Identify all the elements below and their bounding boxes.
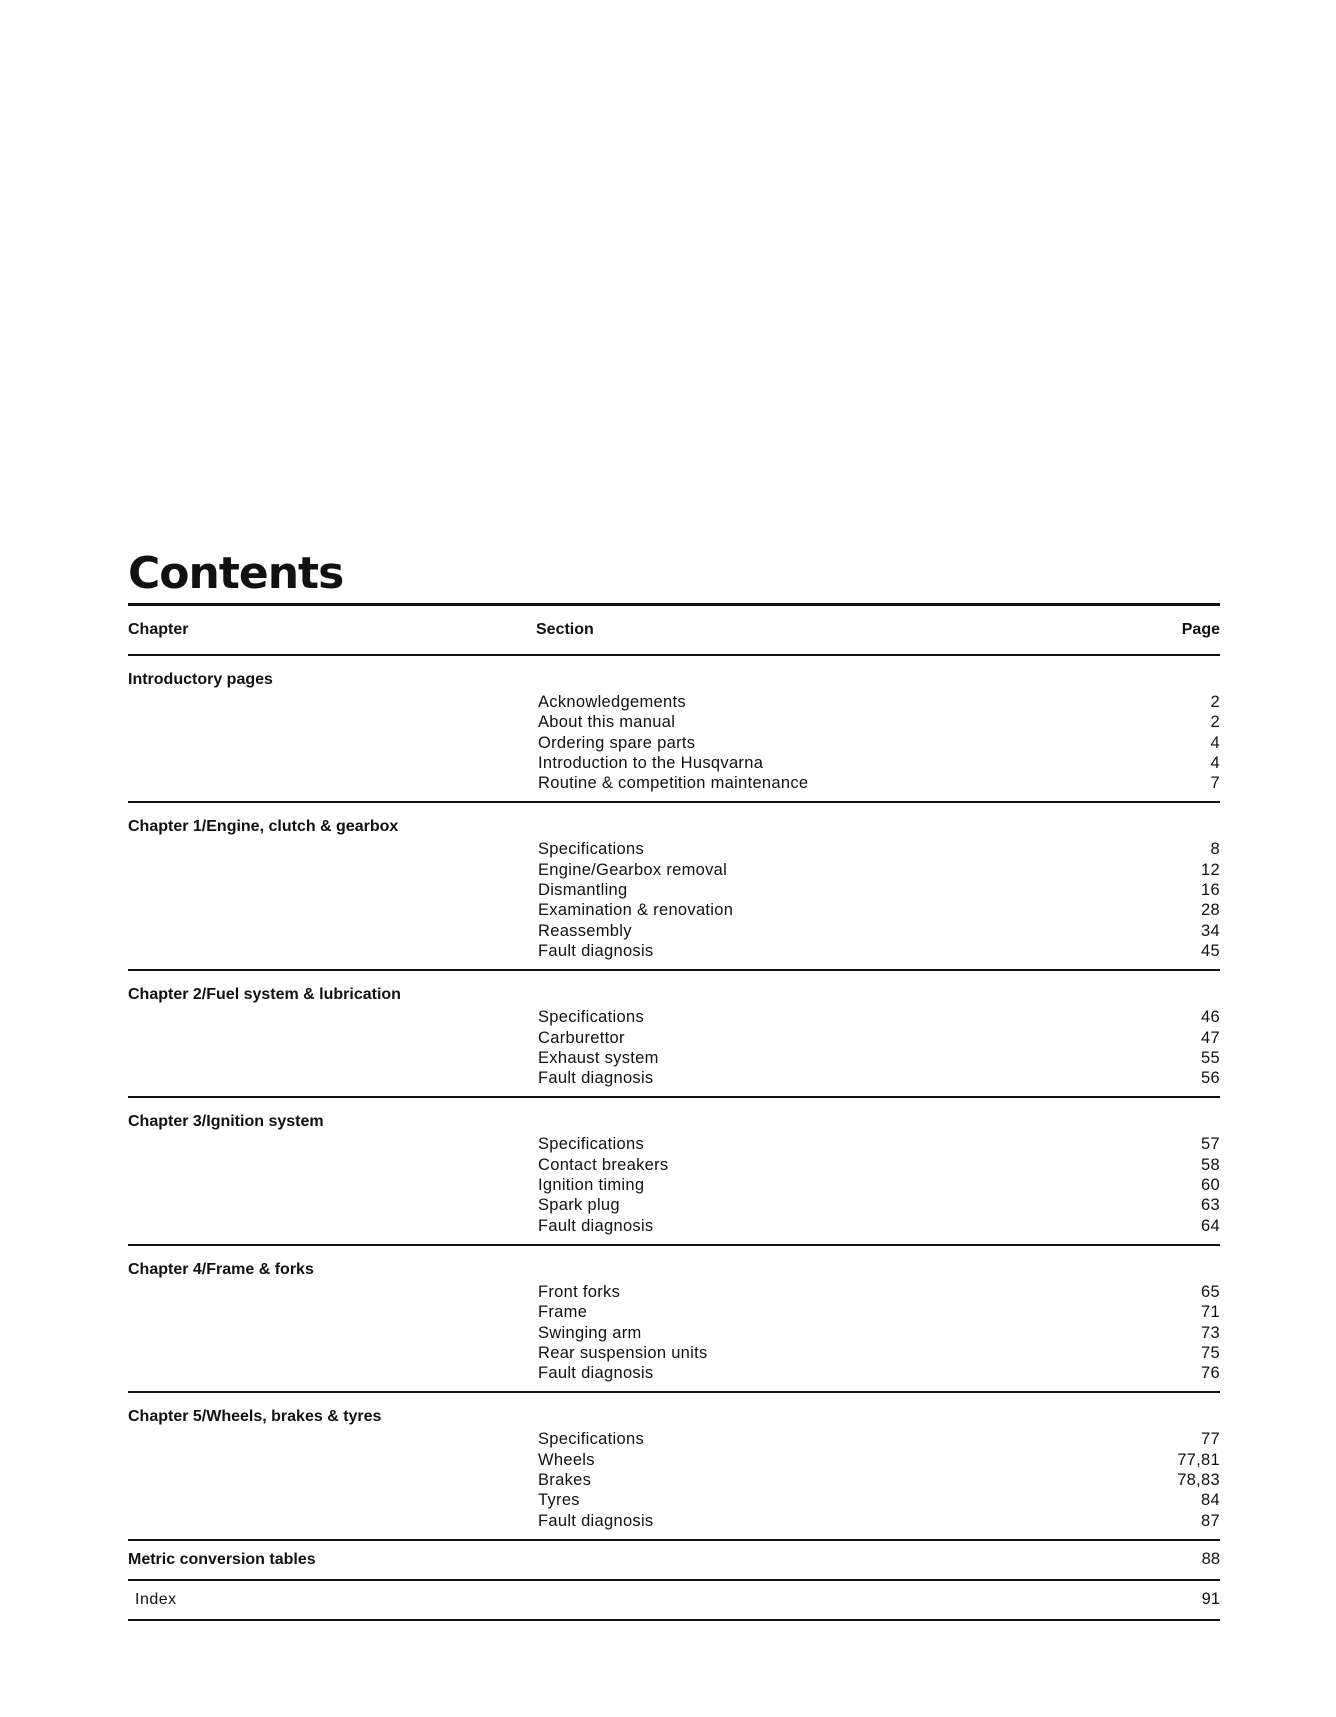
section-name: Fault diagnosis (538, 941, 654, 960)
metric-conversion-label: Metric conversion tables (128, 1550, 316, 1568)
toc-entry[interactable] (128, 712, 1220, 732)
page-number: 16 (1201, 881, 1220, 900)
chapter-title: Chapter 4/Frame & forks (128, 1260, 314, 1278)
toc-entry[interactable] (128, 860, 1220, 880)
toc-entry[interactable] (128, 921, 1220, 941)
section-name: Frame (538, 1303, 588, 1322)
chapter-title: Chapter 1/Engine, clutch & gearbox (128, 818, 399, 836)
section-column-header: Section (536, 621, 594, 638)
toc-entry[interactable] (128, 753, 1220, 773)
page-number: 34 (1201, 921, 1220, 940)
page-number: 73 (1201, 1323, 1220, 1342)
page-number: 64 (1201, 1216, 1220, 1235)
toc-entry[interactable] (128, 1216, 1220, 1236)
toc-entry-metric-conversion[interactable] (128, 1541, 1220, 1579)
page-number: 57 (1201, 1135, 1220, 1154)
toc-entry[interactable] (128, 1282, 1220, 1302)
section-name: Examination & renovation (538, 901, 734, 920)
page-number: 2 (1210, 693, 1220, 711)
section-name: Specifications (538, 1008, 645, 1027)
section-name: Routine & competition maintenance (538, 774, 809, 793)
toc-entry[interactable] (128, 941, 1220, 961)
section-name: Swinging arm (538, 1323, 642, 1342)
page-number: 77,81 (1177, 1450, 1220, 1469)
section-name: Specifications (538, 840, 645, 859)
page-number: 8 (1210, 840, 1220, 859)
page-title: Contents (128, 548, 344, 599)
toc-entry[interactable] (128, 1511, 1220, 1531)
toc-entry[interactable] (128, 733, 1220, 753)
page-number: 76 (1201, 1364, 1220, 1383)
toc-entry[interactable] (128, 1068, 1220, 1088)
chapter-title: Introductory pages (128, 671, 273, 688)
section-name: About this manual (538, 713, 676, 732)
bottom-rule (128, 1619, 1220, 1621)
section-name: Rear suspension units (538, 1343, 708, 1362)
chapter-title: Chapter 2/Fuel system & lubrication (128, 986, 401, 1004)
section-name: Dismantling (538, 881, 628, 900)
section-name: Introduction to the Husqvarna (538, 753, 764, 772)
toc-entry[interactable] (128, 1450, 1220, 1470)
toc-entry[interactable] (128, 1007, 1220, 1027)
toc-group-chapter-4 (128, 1246, 1220, 1391)
section-name: Tyres (538, 1491, 580, 1510)
section-name: Specifications (538, 1135, 645, 1154)
section-name: Fault diagnosis (538, 1069, 654, 1088)
toc-entry[interactable] (128, 1363, 1220, 1383)
page-number: 65 (1201, 1282, 1220, 1301)
toc-group-chapter-5 (128, 1393, 1220, 1538)
toc-entry[interactable] (128, 1048, 1220, 1068)
page-number: 4 (1210, 753, 1220, 772)
page-number: 46 (1201, 1008, 1220, 1027)
page-number: 56 (1201, 1069, 1220, 1088)
page-number: 87 (1201, 1511, 1220, 1530)
page-number: 12 (1201, 860, 1220, 879)
toc-entry-index[interactable] (128, 1581, 1220, 1619)
toc-entry[interactable] (128, 839, 1220, 859)
section-name: Fault diagnosis (538, 1511, 654, 1530)
toc-group-chapter-2 (128, 971, 1220, 1096)
toc-entry[interactable] (128, 1302, 1220, 1322)
page-number: 63 (1201, 1196, 1220, 1215)
index-label: Index (135, 1590, 177, 1608)
page-number: 88 (1201, 1550, 1220, 1569)
page-number: 2 (1210, 713, 1220, 732)
section-name: Contact breakers (538, 1155, 669, 1174)
page-number: 91 (1201, 1590, 1220, 1609)
section-name: Brakes (538, 1471, 592, 1490)
page-number: 84 (1201, 1491, 1220, 1510)
section-name: Ordering spare parts (538, 733, 696, 752)
page-number: 7 (1210, 774, 1220, 793)
section-name: Exhaust system (538, 1048, 659, 1067)
page-number: 47 (1201, 1028, 1220, 1047)
toc-entry[interactable] (128, 1175, 1220, 1195)
section-name: Fault diagnosis (538, 1364, 654, 1383)
toc-group-chapter-3 (128, 1098, 1220, 1243)
page-number: 71 (1201, 1303, 1220, 1322)
section-name: Engine/Gearbox removal (538, 860, 728, 879)
chapter-title: Chapter 5/Wheels, brakes & tyres (128, 1408, 382, 1426)
toc-entry[interactable] (128, 900, 1220, 920)
page-number: 78,83 (1177, 1471, 1220, 1490)
toc-entry[interactable] (128, 1323, 1220, 1343)
toc-entry[interactable] (128, 773, 1220, 793)
section-name: Spark plug (538, 1196, 620, 1215)
section-name: Wheels (538, 1450, 595, 1469)
toc-entry[interactable] (128, 880, 1220, 900)
column-header-row (128, 606, 1220, 654)
toc-entry[interactable] (128, 1155, 1220, 1175)
page-number: 60 (1201, 1176, 1220, 1195)
page-number: 58 (1201, 1155, 1220, 1174)
page-column-header: Page (1181, 621, 1220, 638)
section-name: Acknowledgements (538, 693, 686, 711)
page-number: 4 (1210, 733, 1220, 752)
toc-entry[interactable] (128, 1134, 1220, 1154)
toc-group-introductory (128, 656, 1220, 801)
section-name: Ignition timing (538, 1176, 645, 1195)
toc-entry[interactable] (128, 1343, 1220, 1363)
page-number: 75 (1201, 1343, 1220, 1362)
section-name: Specifications (538, 1430, 645, 1449)
toc-entry[interactable] (128, 692, 1220, 712)
contents-page (128, 545, 1220, 1621)
page-number: 77 (1201, 1430, 1220, 1449)
page-number: 45 (1201, 941, 1220, 960)
toc-entry[interactable] (128, 1028, 1220, 1048)
toc-group-chapter-1 (128, 803, 1220, 969)
toc-entry[interactable] (128, 1490, 1220, 1510)
section-name: Reassembly (538, 921, 632, 940)
section-name: Carburettor (538, 1028, 625, 1047)
toc-entry[interactable] (128, 1470, 1220, 1490)
page-number: 55 (1201, 1048, 1220, 1067)
toc-entry[interactable] (128, 1195, 1220, 1215)
chapter-title: Chapter 3/Ignition system (128, 1113, 324, 1131)
section-name: Front forks (538, 1282, 621, 1301)
chapter-column-header: Chapter (128, 621, 189, 638)
page-number: 28 (1201, 901, 1220, 920)
toc-entry[interactable] (128, 1429, 1220, 1449)
section-name: Fault diagnosis (538, 1216, 654, 1235)
